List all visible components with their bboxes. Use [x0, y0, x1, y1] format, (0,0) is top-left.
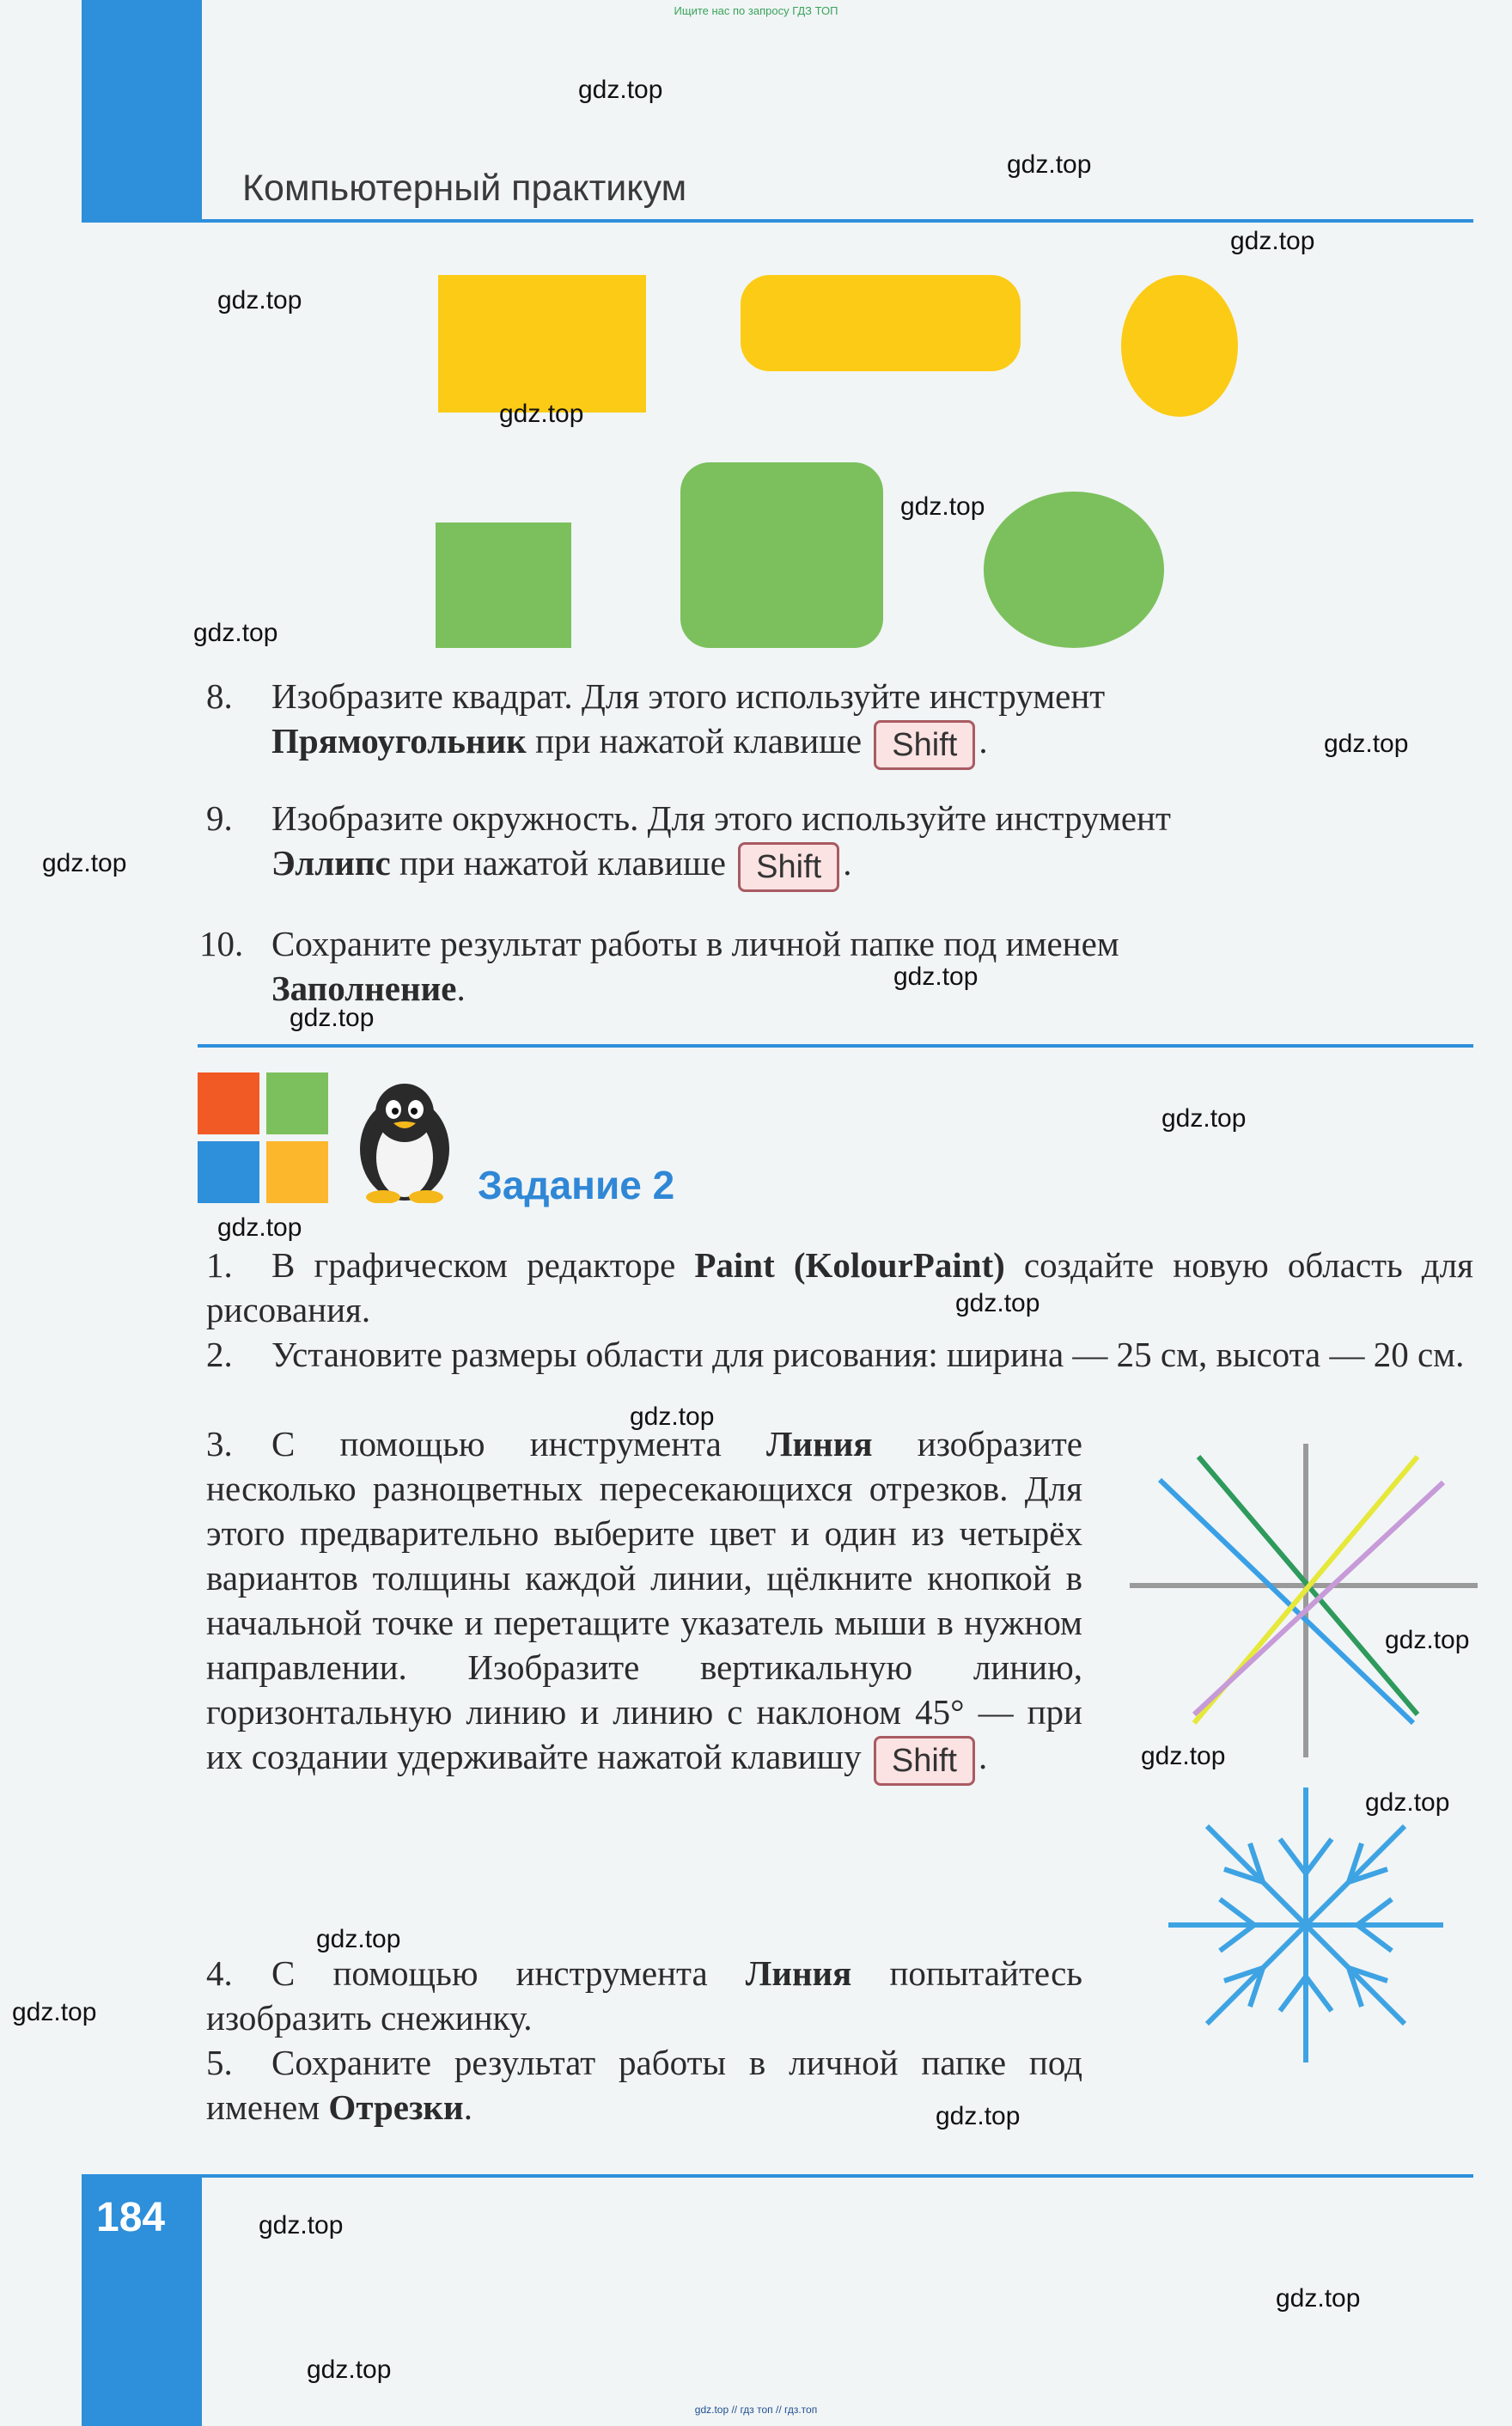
task-2-title: Задание 2 [478, 1163, 675, 1207]
task2-step-3: 3. С помощью инструмента Линия изобразите несколько разноцветных пересекающихся отрезков. Для этого предварительно выберите цвет и один из четырёх вариантов толщины каждой линии, щёлкните кнопкой в начальной точке и перетащите указатель мыши в нужном направлении. Изобразите вертикальную линию, горизонтальную линию и линию с наклоном 45° — при их создании удерживайте нажатой клавишу Shift . [206, 1421, 1082, 1786]
shift-key: Shift [874, 1736, 975, 1786]
tool-name: Эллипс [271, 843, 391, 883]
file-name: Отрезки [328, 2087, 464, 2127]
step-10: 10. Сохраните результат работы в личной папке под именем Заполнение. [199, 921, 1473, 1011]
watermark: gdz.top [955, 1289, 1040, 1317]
watermark: gdz.top [630, 1402, 715, 1431]
yellow-rounded-rectangle [741, 275, 1021, 371]
watermark: gdz.top [893, 962, 979, 991]
yellow-ellipse [1121, 275, 1238, 417]
step-text: Изобразите квадрат. Для этого используйте инструмент [271, 676, 1106, 716]
task2-step-4: 4. С помощью инструмента Линия попытайтесь изобразить снежинку. [206, 1951, 1082, 2040]
page-header-title: Компьютерный практикум [242, 168, 687, 209]
section-rule [198, 1044, 1473, 1048]
watermark: gdz.top [12, 1998, 97, 2026]
step-text: Сохраните результат работы в личной папке под именем [271, 924, 1119, 963]
watermark: gdz.top [1230, 227, 1315, 255]
step-number: 5. [206, 2043, 233, 2082]
footer-rule [82, 2174, 1473, 2178]
yellow-rectangle [438, 275, 646, 412]
top-note: Ищите нас по запросу ГДЗ ТОП [674, 4, 838, 17]
step-8: 8. Изобразите квадрат. Для этого используйте инструмент Прямоугольник при нажатой клавише Shift . [206, 674, 1473, 770]
intersecting-lines-figure [1130, 1444, 1478, 1757]
watermark: gdz.top [290, 1004, 375, 1032]
watermark: gdz.top [499, 400, 584, 428]
step-text: Изобразите окружность. Для этого используйте инструмент [271, 798, 1171, 838]
watermark: gdz.top [42, 849, 127, 877]
step-number: 9. [206, 798, 233, 838]
tool-name: Линия [766, 1424, 873, 1464]
watermark: gdz.top [1276, 2284, 1361, 2313]
step-number: 10. [199, 924, 244, 963]
green-circle [984, 492, 1164, 648]
step-text: при нажатой клавише [535, 721, 863, 761]
task2-step-2: 2. Установите размеры области для рисования: ширина — 25 см, высота — 20 см. [206, 1332, 1473, 1377]
watermark: gdz.top [193, 619, 278, 647]
step-number: 4. [206, 1953, 233, 1993]
program-name: Paint (KolourPaint) [694, 1245, 1005, 1285]
shift-key: Shift [738, 842, 839, 892]
watermark: gdz.top [217, 286, 302, 315]
step-text: при нажатой клавише [399, 843, 726, 883]
snowflake-figure [1160, 1787, 1452, 2062]
watermark: gdz.top [1161, 1104, 1247, 1133]
watermark: gdz.top [936, 2102, 1021, 2130]
green-rounded-square [680, 462, 883, 648]
watermark: gdz.top [1141, 1742, 1226, 1770]
watermark: gdz.top [578, 76, 663, 104]
tool-name: Линия [745, 1953, 852, 1993]
watermark: gdz.top [900, 492, 985, 521]
step-number: 3. [206, 1424, 233, 1464]
watermark: gdz.top [259, 2211, 344, 2240]
windows-logo-icon [198, 1072, 330, 1203]
watermark: gdz.top [1324, 730, 1409, 758]
sidebar-top [82, 0, 202, 219]
shift-key: Shift [874, 720, 975, 770]
tool-name: Прямоугольник [271, 721, 527, 761]
header-rule [82, 219, 1473, 223]
page-number: 184 [96, 2195, 166, 2240]
step-number: 8. [206, 676, 233, 716]
linux-penguin-icon [349, 1079, 460, 1203]
watermark: gdz.top [316, 1925, 401, 1953]
watermark: gdz.top [1365, 1788, 1450, 1817]
step-number: 1. [206, 1245, 233, 1285]
watermark: gdz.top [217, 1213, 302, 1242]
watermark: gdz.top [1007, 150, 1092, 179]
bottom-note: gdz.top // гдз топ // гдз.топ [694, 2404, 818, 2416]
watermark: gdz.top [307, 2356, 392, 2384]
task2-step-1: 1. В графическом редакторе Paint (KolourPaint) создайте новую область для рисования. [206, 1243, 1473, 1332]
watermark: gdz.top [1385, 1626, 1470, 1654]
step-number: 2. [206, 1335, 233, 1374]
green-square [436, 522, 571, 648]
file-name: Заполнение [271, 969, 457, 1008]
step-9: 9. Изобразите окружность. Для этого используйте инструмент Эллипс при нажатой клавише Shift . [206, 796, 1473, 892]
task2-step-5: 5. Сохраните результат работы в личной папке под именем Отрезки. [206, 2040, 1082, 2130]
